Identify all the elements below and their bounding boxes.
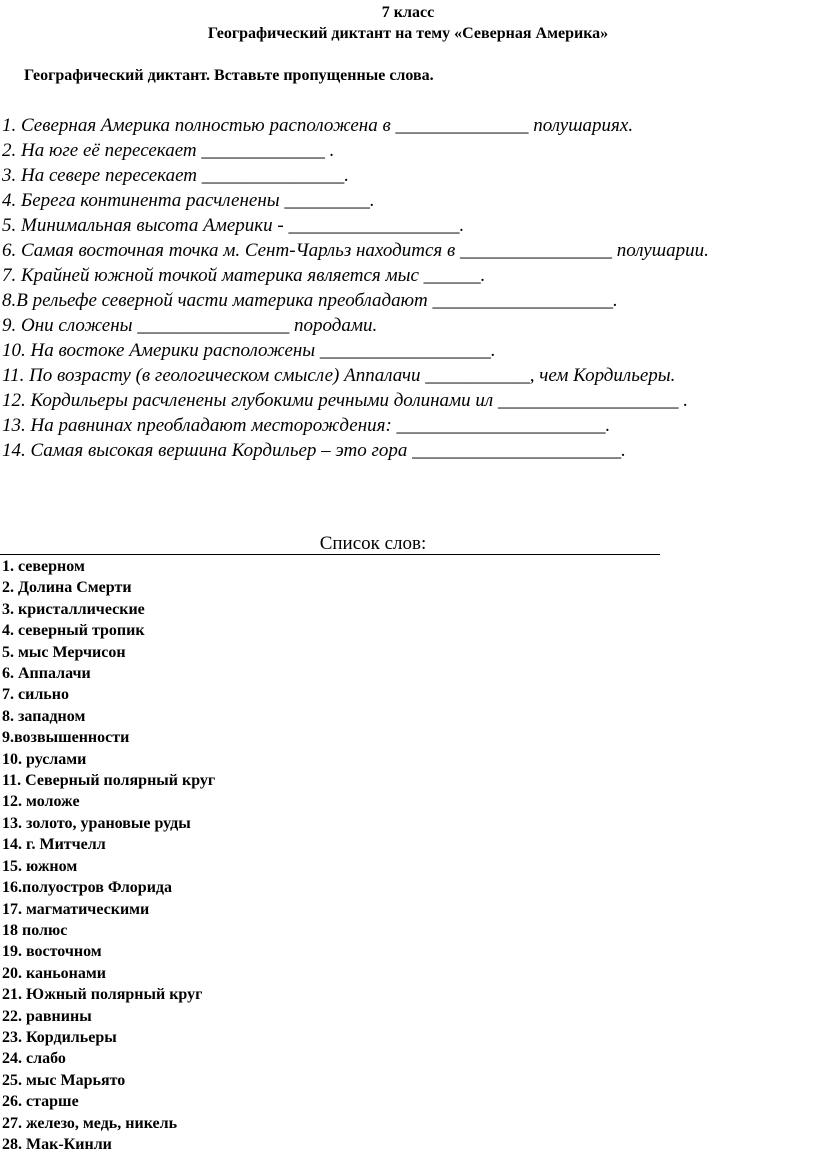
word-item: 1. северном (2, 558, 85, 575)
word-item: 18 полюс (2, 921, 68, 939)
word-item: 20. каньонами (2, 964, 106, 982)
word-item: 3. кристаллические (2, 600, 145, 618)
question-item: 2. На юге её пересекает _____________ . (2, 140, 335, 161)
word-item: 21. Южный полярный круг (2, 986, 203, 1004)
word-item: 28. Мак-Кинли (2, 1135, 112, 1153)
question-item: 10. На востоке Америки расположены __________________. (2, 340, 496, 361)
word-item: 13. золото, урановые руды (2, 814, 191, 832)
word-item: 5. мыс Мерчисон (2, 643, 126, 661)
word-item: 16.полуостров Флорида (2, 879, 173, 897)
word-item: 9.возвышенности (2, 729, 130, 747)
word-list (2, 556, 215, 1155)
word-item: 11. Северный полярный круг (2, 772, 216, 790)
word-item: 26. старше (2, 1093, 79, 1111)
word-item: 6. Аппалачи (2, 665, 91, 683)
word-list-title: Список слов: (319, 533, 427, 554)
questions-list (2, 113, 709, 463)
word-item: 23. Кордильеры (2, 1028, 117, 1046)
word-item: 27. железо, медь, никель (2, 1114, 178, 1132)
word-item: 14. г. Митчелл (2, 836, 106, 854)
question-item: 8.В рельефе северной части материка преобладают ___________________. (2, 290, 618, 311)
question-item: 12. Кордильеры расчленены глубокими речными долинами ил ___________________ . (2, 390, 688, 411)
worksheet-title: Географический диктант на тему «Северная Америка» (207, 25, 609, 42)
word-item: 10. руслами (2, 750, 87, 768)
question-item: 14. Самая высокая вершина Кордильер – это гора ______________________. (2, 440, 626, 461)
question-item: 6. Самая восточная точка м. Сент-Чарльз находится в ________________ полушарии. (2, 240, 709, 261)
question-item: 7. Крайней южной точкой материка является мыс ______. (2, 265, 486, 286)
question-item: 13. На равнинах преобладают месторождения: ______________________. (2, 415, 611, 436)
word-item: 22. равнины (2, 1007, 92, 1025)
word-item: 7. сильно (2, 686, 69, 704)
word-item: 4. северный тропик (2, 622, 145, 640)
word-item: 19. восточном (2, 943, 102, 961)
word-list-heading (0, 533, 660, 555)
word-item: 12. моложе (2, 793, 80, 811)
question-item: 9. Они сложены ________________ породами. (2, 315, 378, 336)
word-item: 15. южном (2, 857, 78, 875)
question-item: 11. По возрасту (в геологическом смысле) Аппалачи ___________, чем Кордильеры. (2, 365, 676, 386)
question-item: 1. Северная Америка полностью расположена в ______________ полушариях. (2, 115, 634, 136)
word-item: 8. западном (2, 707, 86, 725)
grade-heading: 7 класс (381, 4, 435, 21)
question-item: 3. На севере пересекает _______________. (2, 165, 350, 186)
word-item: 24. слабо (2, 1050, 66, 1068)
word-item: 17. магматическими (2, 900, 150, 918)
word-item: 25. мыс Марьято (2, 1071, 126, 1089)
question-item: 5. Минимальная высота Америки - __________________. (2, 215, 465, 236)
question-item: 4. Берега континента расчленены _________. (2, 190, 375, 211)
instruction-text: Географический диктант. Вставьте пропущенные слова. (24, 67, 434, 84)
word-item: 2. Долина Смерти (2, 579, 132, 597)
